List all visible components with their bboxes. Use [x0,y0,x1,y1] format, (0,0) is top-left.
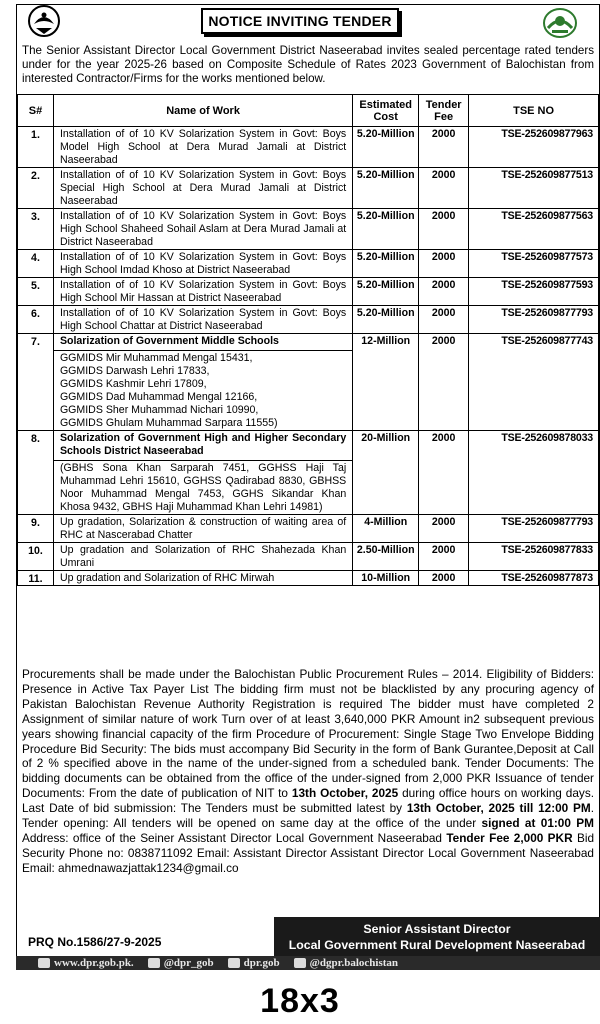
row-sno: 8. [18,431,54,515]
terms-part: during office hours on working days. Last Date of bid submission: The Tenders must be submitted latest by [22,786,595,816]
tender-fee: Tender Fee 2,000 PKR [446,830,573,845]
row-cost: 4-Million [353,515,419,543]
row-work: Up gradation and Solarization of RHC Mirwah [53,571,352,586]
table-row [18,334,599,431]
row-fee: 2000 [419,334,469,431]
row-fee: 2000 [419,515,469,543]
row-tse: TSE-252609877793 [469,306,599,334]
row-sno: 4. [18,250,54,278]
terms-paragraph [22,667,594,876]
row-work: Installation of of 10 KV Solarization System in Govt: Boys Model High School at Dera Murad Jamali at District Naseerabad [53,127,352,168]
signer-office: Local Government Rural Development Naseerabad [288,938,586,952]
school-item: GGMIDS Ghulam Muhammad Sarpara 11555) [59,417,278,429]
table-row [18,306,599,334]
row-tse: TSE-252609877573 [469,250,599,278]
row-cost: 5.20-Million [353,127,419,168]
school-item: GGMIDS Mir Muhammad Mengal 15431, [59,352,253,364]
facebook-icon [294,958,306,968]
col-sno: S# [18,95,54,127]
row-sno: 11. [18,571,54,586]
row-cost: 10-Million [353,571,419,586]
row-tse: TSE-252609877563 [469,209,599,250]
row-fee: 2000 [419,209,469,250]
social-instagram [228,957,280,969]
row-sno: 7. [18,334,54,431]
row-cost: 2.50-Million [353,543,419,571]
row-tse: TSE-252609877593 [469,278,599,306]
row-cost: 5.20-Million [353,306,419,334]
col-tse: TSE NO [469,95,599,127]
row-sno: 2. [18,168,54,209]
table-row [18,168,599,209]
row-tse: TSE-252609877873 [469,571,599,586]
school-list: (GBHS Sona Khan Sarparah 7451, GGHSS Haji Taj Muhammad Lehri 15610, GGHSS Qadirabad 8830, GBHSS Noor Muhammad Mengal 7453, GGHS Sikandar Khan Khosa 9432, GBHS Haji Muhammad Khan Lehri 14981) [59,462,347,513]
school-item: GGMIDS Darwash Lehri 17833, [59,365,210,377]
social-instagram-label: dpr.gob [243,957,280,969]
table-row [18,209,599,250]
row-work: Installation of of 10 KV Solarization System in Govt: Boys High School Chattar at District Naseerabad [53,306,352,334]
notice-title: NOTICE INVITING TENDER [201,8,399,34]
school-item: GGMIDS Kashmir Lehri 17809, [59,378,207,390]
row-work: Up gradation, Solarization & construction of waiting area of RHC at Nascerabad Chatter [53,515,352,543]
row-fee: 2000 [419,431,469,515]
row-work: Up gradation and Solarization of RHC Shahezada Khan Umrani [53,543,352,571]
row-tse: TSE-252609877833 [469,543,599,571]
social-web [38,957,134,969]
row-fee: 2000 [419,543,469,571]
prq-number: PRQ No.1586/27-9-2025 [28,935,162,949]
social-twitter [148,957,214,969]
works-table [17,94,599,586]
row-cost: 20-Million [353,431,419,515]
row-work [53,334,352,431]
col-cost: Estimated Cost [353,95,419,127]
col-fee: Tender Fee [419,95,469,127]
row-fee: 2000 [419,571,469,586]
social-twitter-label: @dpr_gob [163,957,214,969]
row-tse: TSE-252609878033 [469,431,599,515]
terms-part: Procurements shall be made under the Balochistan Public Procurement Rules – 2014. Eligibility of Bidders: Presence in Active Tax Payer List The bidding firm must not be blacklisted by any procuring agency of Pakistan Balochistan Revenue Authority Registration is required The bidder must have completed 2 Assignment of similar nature of work Turn over of at least 3,640,000 PKR Amount in2 subsequent previous years showing financial capacity of the firm Procedure of Procurement: Single Stage Two Envelope Bidding Procedure Bid Security: The bids must accompany Bid Security in the form of Bank Gurantee,Deposit at Call of 2 % specified above in the name of the under-signed from a scheduled bank. Tender Documents: The bidding documents can be obtained from the office of the under-signed from 2,000 PKR Issuance of tender Documents: From the date of publication of NIT to [22,667,594,801]
terms-part: Address: office of the Seiner Assistant Director Local Government Naseerabad [22,830,447,845]
social-facebook [294,957,398,969]
instagram-icon [228,958,240,968]
row-work: Installation of of 10 KV Solarization System in Govt: Boys High School Shaheed Sohail Aslam at Dera Murad Jamali at District Naseerabad [53,209,352,250]
row-sno: 3. [18,209,54,250]
row-tse: TSE-252609877963 [469,127,599,168]
row-sno: 9. [18,515,54,543]
school-item: GGMIDS Sher Muhammad Nichari 10990, [59,404,259,416]
terms-part: . Tender opening: All tenders will be opened on same day at the office of the under [22,801,594,831]
table-row [18,543,599,571]
row-heading: Solarization of Government Middle Schools [59,335,279,347]
row-work [53,431,352,515]
table-row [18,431,599,515]
issuance-date: 13th October, 2025 [291,786,399,801]
row-tse: TSE-252609877793 [469,515,599,543]
twitter-icon [148,958,160,968]
social-web-label: www.dpr.gob.pk. [54,957,134,969]
school-item: GGMIDS Dad Muhammad Mengal 12166, [59,391,258,403]
row-fee: 2000 [419,306,469,334]
row-fee: 2000 [419,127,469,168]
row-work: Installation of of 10 KV Solarization System in Govt: Boys High School Mir Hassan at District Naseerabad [53,278,352,306]
row-cost: 5.20-Million [353,278,419,306]
opening-time: signed at 01:00 PM [481,816,594,831]
intro-paragraph: The Senior Assistant Director Local Government District Naseerabad invites sealed percentage rated tenders under for the year 2025-26 based on Composite Schedule of Rates 2023 Government of Balochistan from interested Contractor/Firms for the works mentioned below. [22,44,594,85]
table-row [18,571,599,586]
row-cost: 5.20-Million [353,168,419,209]
table-row [18,515,599,543]
social-facebook-label: @dgpr.balochistan [309,957,399,969]
row-work: Installation of of 10 KV Solarization System in Govt: Boys Special High School at Dera Murad Jamali at District Naseerabad [53,168,352,209]
row-sno: 5. [18,278,54,306]
row-tse: TSE-252609877513 [469,168,599,209]
row-work: Installation of of 10 KV Solarization System in Govt: Boys High School Imdad Khoso at District Naseerabad [53,250,352,278]
government-logo-icon [542,6,578,40]
submission-deadline: 13th October, 2025 till 12:00 PM [406,801,591,816]
table-row [18,278,599,306]
balochistan-emblem-icon [26,4,62,38]
row-sno: 6. [18,306,54,334]
row-fee: 2000 [419,250,469,278]
row-sno: 1. [18,127,54,168]
ad-size-label: 18x3 [260,982,340,1020]
social-bar [16,956,600,970]
col-work: Name of Work [53,95,352,127]
row-heading: Solarization of Government High and Higher Secondary Schools District Naseerabad [59,432,347,457]
table-row [18,127,599,168]
globe-icon [38,958,50,968]
row-cost: 5.20-Million [353,209,419,250]
row-cost: 5.20-Million [353,250,419,278]
row-fee: 2000 [419,168,469,209]
row-sno: 10. [18,543,54,571]
row-tse: TSE-252609877743 [469,334,599,431]
signer-title: Senior Assistant Director [363,922,511,936]
terms-part: Bid Security Phone no: 0838711092 Email: Assistant Director Assistant Director Local Government Naseerabad Email: ahmednawazjattak1234@gmail.co [22,830,594,875]
table-row [18,250,599,278]
row-cost: 12-Million [353,334,419,431]
row-fee: 2000 [419,278,469,306]
signer-block [274,917,600,959]
